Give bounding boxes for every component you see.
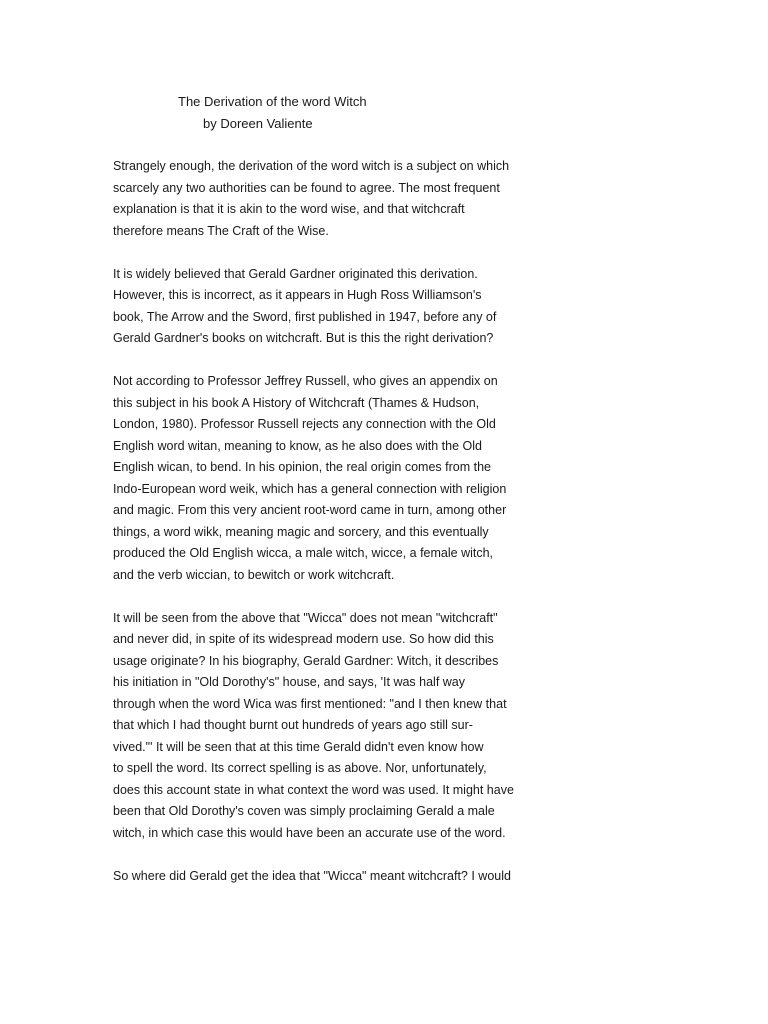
text-line: things, a word wikk, meaning magic and sorcery, and this eventually bbox=[113, 524, 489, 539]
text-line: does this account state in what context the word was used. It might have bbox=[113, 782, 514, 797]
text-line: explanation is that it is akin to the word wise, and that witchcraft bbox=[113, 202, 465, 216]
text-line: vived."' It will be seen that at this time Gerald didn't even know how bbox=[113, 739, 484, 754]
text-line: and magic. From this very ancient root-word came in turn, among other bbox=[113, 503, 507, 517]
paragraph bbox=[113, 156, 533, 242]
paragraph bbox=[113, 866, 533, 888]
text-line: through when the word Wica was first mentioned: "and I then knew that bbox=[113, 696, 507, 711]
paragraph bbox=[113, 608, 533, 845]
document-title: The Derivation of the word Witch bbox=[178, 94, 367, 109]
text-line: book, The Arrow and the Sword, first published in 1947, before any of bbox=[113, 309, 497, 324]
text-line: to spell the word. Its correct spelling is as above. Nor, unfortunately, bbox=[113, 761, 487, 775]
text-line: Indo-European word weik, which has a general connection with religion bbox=[113, 481, 507, 496]
text-line: been that Old Dorothy's coven was simply proclaiming Gerald a male bbox=[113, 804, 495, 818]
text-line: his initiation in "Old Dorothy's" house, and says, 'It was half way bbox=[113, 675, 466, 689]
text-line: It will be seen from the above that "Wicca" does not mean "witchcraft" bbox=[113, 610, 498, 625]
text-line: produced the Old English wicca, a male witch, wicce, a female witch, bbox=[113, 546, 494, 560]
text-line: scarcely any two authorities can be found to agree. The most frequent bbox=[113, 180, 500, 195]
text-line: Strangely enough, the derivation of the word witch is a subject on which bbox=[113, 159, 510, 173]
text-line: and the verb wiccian, to bewitch or work witchcraft. bbox=[113, 567, 395, 582]
text-line: English word witan, meaning to know, as he also does with the Old bbox=[113, 438, 482, 453]
text-line: London, 1980). Professor Russell rejects any connection with the Old bbox=[113, 417, 496, 431]
text-line: Not according to Professor Jeffrey Russell, who gives an appendix on bbox=[113, 374, 498, 388]
text-line: and never did, in spite of its widespread modern use. So how did this bbox=[113, 632, 494, 646]
text-line: It is widely believed that Gerald Gardner originated this derivation. bbox=[113, 266, 478, 281]
text-line: usage originate? In his biography, Gerald Gardner: Witch, it describes bbox=[113, 653, 499, 668]
text-line: therefore means The Craft of the Wise. bbox=[113, 223, 329, 238]
text-line: Gerald Gardner's books on witchcraft. But is this the right derivation? bbox=[113, 331, 494, 345]
document-body bbox=[113, 156, 533, 909]
text-line: witch, in which case this would have been an accurate use of the word. bbox=[113, 825, 506, 840]
paragraph bbox=[113, 371, 533, 586]
text-line: that which I had thought burnt out hundreds of years ago still sur- bbox=[113, 718, 473, 732]
paragraph bbox=[113, 264, 533, 350]
text-line: this subject in his book A History of Witchcraft (Thames & Hudson, bbox=[113, 395, 480, 410]
document-byline: by Doreen Valiente bbox=[203, 116, 313, 131]
text-line: So where did Gerald get the idea that "Wicca" meant witchcraft? I would bbox=[113, 868, 511, 883]
text-line: English wican, to bend. In his opinion, the real origin comes from the bbox=[113, 460, 491, 474]
text-line: However, this is incorrect, as it appears in Hugh Ross Williamson's bbox=[113, 288, 482, 302]
